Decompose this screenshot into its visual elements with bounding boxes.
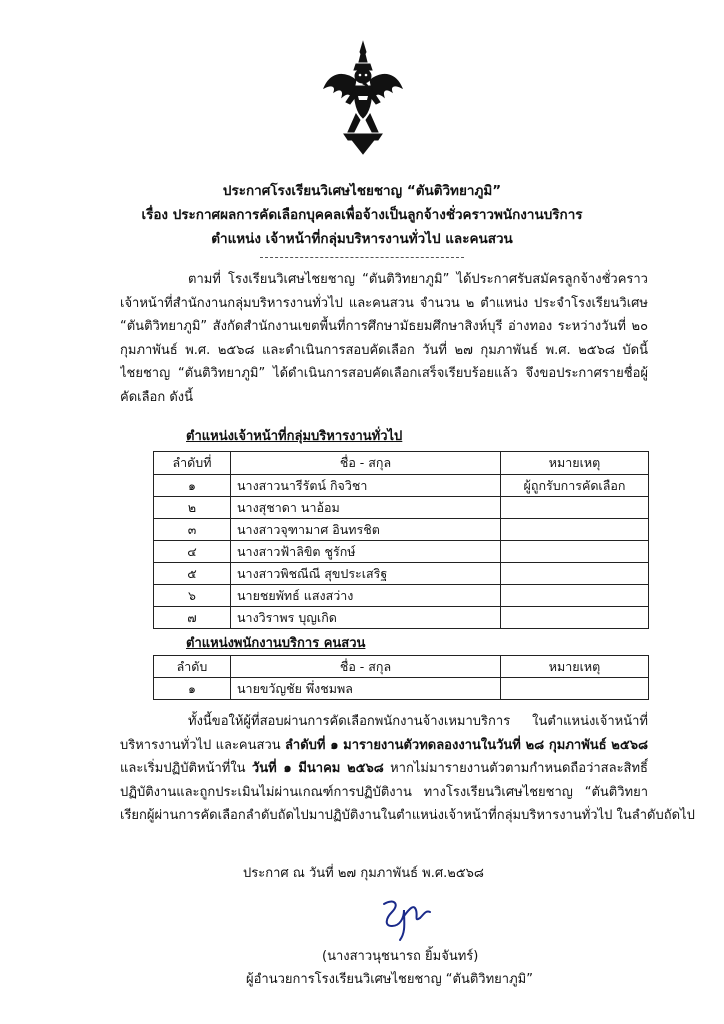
intro-line: กุมภาพันธ์ พ.ศ. ๒๕๖๘ และดำเนินการสอบคัดเลือก วันที่ ๒๗ กุมภาพันธ์ พ.ศ. ๒๕๖๘ บัดนี้ bbox=[120, 342, 648, 358]
intro-line: คัดเลือก ดังนี้ bbox=[120, 389, 194, 405]
cell-no: ๔ bbox=[154, 541, 231, 563]
closing-text: หากไม่มารายงานตัวตามกำหนดถือว่าสละสิทธิ์ bbox=[390, 761, 648, 776]
gardener-table bbox=[153, 655, 649, 700]
cell-no: ๒ bbox=[154, 497, 231, 519]
proclamation-date: ประกาศ ณ วันที่ ๒๗ กุมภาพันธ์ พ.ศ.๒๕๖๘ bbox=[243, 866, 484, 881]
start-date-emphasis: วันที่ ๑ มีนาคม ๒๕๖๘ bbox=[251, 761, 384, 776]
column-header-note: หมายเหตุ bbox=[501, 656, 649, 678]
intro-paragraph bbox=[120, 268, 648, 409]
column-header-name: ชื่อ - สกุล bbox=[231, 656, 501, 678]
cell-note: ผู้ถูกรับการคัดเลือก bbox=[501, 475, 649, 497]
cell-note bbox=[501, 585, 649, 607]
table-row bbox=[154, 585, 649, 607]
cell-note bbox=[501, 678, 649, 700]
table-row bbox=[154, 563, 649, 585]
closing-line: ปฏิบัติงานและถูกประเมินไม่ผ่านเกณฑ์การปฏิบัติงาน ทางโรงเรียนวิเศษไชยชาญ “ตันติวิทยา bbox=[120, 784, 648, 800]
cell-note bbox=[501, 519, 649, 541]
cell-name: นายชยพัทธ์ แสงสว่าง bbox=[231, 585, 501, 607]
column-header-no: ลำดับ bbox=[154, 656, 231, 678]
cell-no: ๑ bbox=[154, 678, 231, 700]
column-header-name: ชื่อ - สกุล bbox=[231, 452, 501, 475]
closing-line bbox=[120, 757, 648, 781]
closing-text: และเริ่มปฏิบัติหน้าที่ใน bbox=[120, 761, 252, 776]
cell-no: ๕ bbox=[154, 563, 231, 585]
table-header-row bbox=[154, 452, 649, 475]
cell-no: ๑ bbox=[154, 475, 231, 497]
cell-no: ๖ bbox=[154, 585, 231, 607]
closing-line: เรียกผู้ผ่านการคัดเลือกลำดับถัดไปมาปฏิบัติงานในตำแหน่งเจ้าหน้าที่กลุ่มบริหารงานทั่วไป ในลำดับถัดไป bbox=[120, 808, 695, 823]
closing-text: บริหารงานทั่วไป และคนสวน bbox=[120, 737, 285, 753]
garuda-emblem-icon bbox=[322, 40, 404, 155]
table-row bbox=[154, 519, 649, 541]
intro-line: เจ้าหน้าที่สำนักงานกลุ่มบริหารงานทั่วไป และคนสวน จำนวน ๒ ตำแหน่ง ประจำโรงเรียนวิเศษ bbox=[120, 295, 648, 311]
announcement-title: ประกาศโรงเรียนวิเศษไชยชาญ “ตันติวิทยาภูมิ” bbox=[222, 183, 502, 199]
cell-note bbox=[501, 607, 649, 629]
cell-name: นางสาวฟ้าลิขิต ชูรักษ์ bbox=[231, 541, 501, 563]
table-row bbox=[154, 497, 649, 519]
closing-line bbox=[120, 734, 648, 758]
cell-name: นายขวัญชัย พึ่งชมพล bbox=[231, 678, 501, 700]
table-row bbox=[154, 678, 649, 700]
table-row bbox=[154, 607, 649, 629]
cell-note bbox=[501, 541, 649, 563]
signer-name: (นางสาวนุชนารถ ยิ้มจันทร์) bbox=[322, 949, 479, 964]
intro-line: ตามที่ โรงเรียนวิเศษไชยชาญ “ตันติวิทยาภูมิ” ได้ประกาศรับสมัครลูกจ้างชั่วคราว bbox=[188, 272, 648, 287]
intro-line: ไชยชาญ “ตันติวิทยาภูมิ” ได้ดำเนินการสอบคัดเลือกเสร็จเรียบร้อยแล้ว จึงขอประกาศรายชื่อผู้ bbox=[120, 366, 648, 381]
cell-name: นางสุชาดา นาอ้อม bbox=[231, 497, 501, 519]
cell-note bbox=[501, 497, 649, 519]
handwritten-signature-icon bbox=[370, 896, 440, 942]
closing-paragraph bbox=[120, 710, 695, 828]
cell-no: ๗ bbox=[154, 607, 231, 629]
announcement-subject: เรื่อง ประกาศผลการคัดเลือกบุคคลเพื่อจ้างเป็นลูกจ้างชั่วคราวพนักงานบริการ bbox=[141, 207, 583, 223]
table-row bbox=[154, 475, 649, 497]
cell-name: นางวิราพร บุญเกิด bbox=[231, 607, 501, 629]
cell-name: นางสาวนารีรัตน์ กิจวิชา bbox=[231, 475, 501, 497]
report-date-emphasis: ลำดับที่ ๑ มารายงานตัวทดลองงานในวันที่ ๒๘ กุมภาพันธ์ ๒๕๖๘ bbox=[284, 737, 648, 753]
cell-name: นางสาวพิชณีณี สุขประเสริฐ bbox=[231, 563, 501, 585]
cell-name: นางสาวจุฑามาศ อินทรชิต bbox=[231, 519, 501, 541]
intro-line: “ตันติวิทยาภูมิ” สังกัดสำนักงานเขตพื้นที่การศึกษามัธยมศึกษาสิงห์บุรี อ่างทอง ระหว่างวันที่ ๒๐ bbox=[120, 319, 648, 334]
column-header-no: ลำดับที่ bbox=[154, 452, 231, 475]
table-header-row bbox=[154, 656, 649, 678]
section-title-admin-staff: ตำแหน่งเจ้าหน้าที่กลุ่มบริหารงานทั่วไป bbox=[186, 429, 403, 444]
closing-line: ทั้งนี้ขอให้ผู้ที่สอบผ่านการคัดเลือกพนักงานจ้างเหมาบริการ ในตำแหน่งเจ้าหน้าที่ bbox=[188, 714, 648, 729]
cell-note bbox=[501, 563, 649, 585]
announcement-position: ตำแหน่ง เจ้าหน้าที่กลุ่มบริหารงานทั่วไป และคนสวน bbox=[211, 231, 513, 247]
cell-no: ๓ bbox=[154, 519, 231, 541]
dashed-divider bbox=[260, 257, 464, 258]
signer-title: ผู้อำนวยการโรงเรียนวิเศษไชยชาญ “ตันติวิทยาภูมิ” bbox=[246, 972, 533, 987]
section-title-gardener: ตำแหน่งพนักงานบริการ คนสวน bbox=[186, 636, 366, 651]
admin-staff-table bbox=[153, 451, 649, 629]
table-row bbox=[154, 541, 649, 563]
column-header-note: หมายเหตุ bbox=[501, 452, 649, 475]
